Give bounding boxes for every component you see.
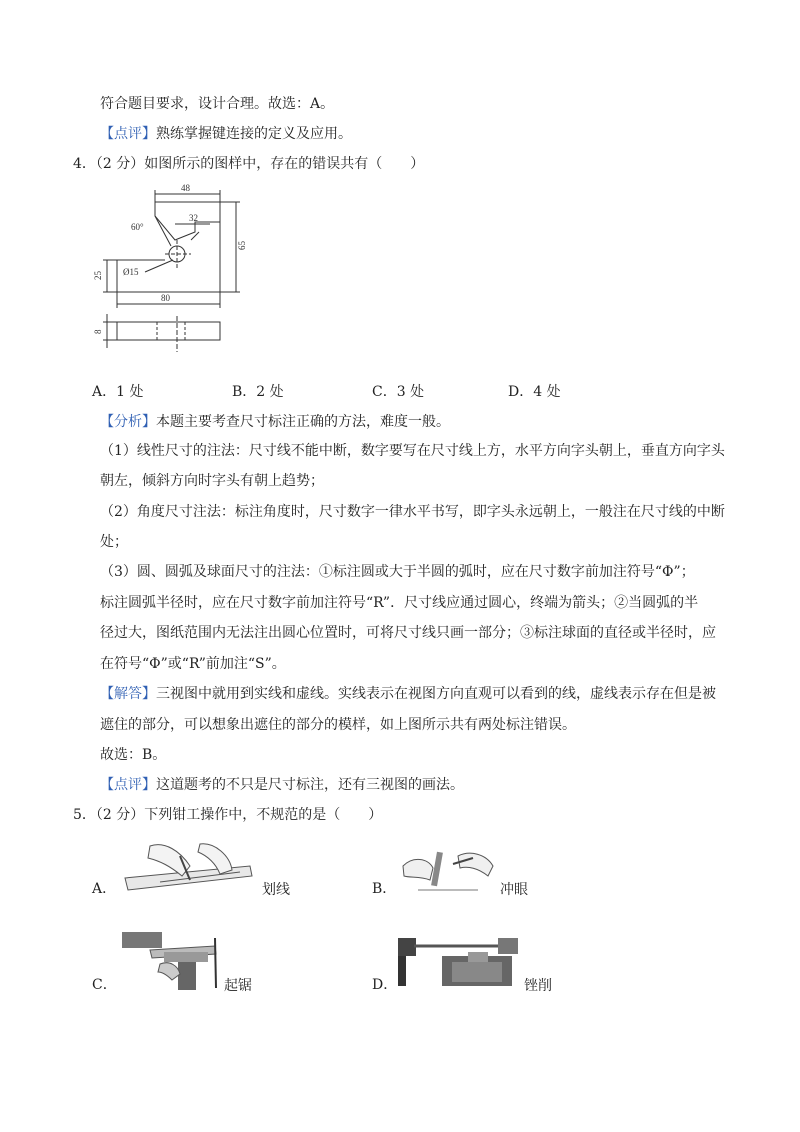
punching-photo (398, 846, 498, 898)
sawing-photo (120, 928, 222, 992)
dim-phi15: Ø15 (123, 267, 139, 277)
question-text: 下列钳工操作中，不规范的是（ ） (144, 807, 383, 823)
option-text: 1 处 (116, 384, 144, 400)
engineering-drawing (95, 180, 255, 360)
option-letter: B． (232, 384, 257, 400)
question-text: 如图所示的图样中，存在的错误共有（ ） (144, 156, 425, 172)
comment-line (100, 775, 464, 795)
marking-photo (120, 836, 255, 898)
question-score: （2 分） (95, 807, 145, 823)
answer-line: 故选：B。 (100, 747, 167, 763)
q5-option-c-letter[interactable]: C． (92, 977, 117, 993)
sawing-caption: 起锯 (224, 978, 252, 994)
question-number: 4． (73, 156, 96, 172)
analysis-p3-line1: （3）圆、圆弧及球面尺寸的注法：①标注圆或大于半圆的弧时，应在尺寸数字前加注符号“Φ”； (100, 564, 695, 580)
prev-comment (100, 124, 352, 144)
comment-text: 熟练掌握键连接的定义及应用。 (156, 126, 352, 142)
dim-80: 80 (161, 293, 170, 303)
analysis-p2-line1: （2）角度尺寸注法：标注角度时，尺寸数字一律水平书写，即字头永远朝上，一般注在尺寸线的中断 (100, 504, 725, 520)
dim-25: 25 (93, 271, 103, 280)
q5-option-b-letter[interactable]: B． (372, 881, 397, 897)
dim-65: 65 (237, 241, 247, 250)
option-text: 2 处 (256, 384, 284, 400)
option-text: 4 处 (533, 384, 561, 400)
dim-32: 32 (189, 213, 198, 223)
option-letter: C． (372, 384, 397, 400)
analysis-tag: 【分析】 (100, 414, 156, 430)
option-letter: D． (508, 384, 534, 400)
filing-photo (398, 932, 522, 994)
question-5-stem (73, 805, 382, 825)
option-letter: A． (92, 384, 117, 400)
comment-text: 这道题考的不只是尺寸标注，还有三视图的画法。 (156, 777, 464, 793)
option-d[interactable] (508, 382, 561, 402)
solution-line2: 遮住的部分，可以想象出遮住的部分的模样，如上图所示共有两处标注错误。 (100, 717, 576, 733)
solution-line1 (100, 684, 716, 704)
question-score: （2 分） (95, 156, 145, 172)
filing-caption: 锉削 (524, 978, 552, 994)
prev-conclusion: 符合题目要求，设计合理。故选：A。 (100, 96, 335, 112)
comment-tag: 【点评】 (100, 126, 156, 142)
question-4-stem (73, 154, 424, 174)
analysis-p3-line3: 径过大，图纸范围内无法注出圆心位置时，可将尺寸线只画一部分；③标注球面的直径或半径时，应 (100, 625, 716, 641)
solution-tag: 【解答】 (100, 686, 156, 702)
analysis-p1-line1: （1）线性尺寸的注法：尺寸线不能中断，数字要写在尺寸线上方，水平方向字头朝上，垂直方向字头 (100, 443, 725, 459)
analysis-text: 本题主要考查尺寸标注正确的方法，难度一般。 (156, 414, 450, 430)
analysis-p3-line4: 在符号“Φ”或“R”前加注“S”。 (100, 656, 286, 672)
dim-60-degree: 60° (131, 222, 144, 232)
option-b[interactable] (232, 382, 284, 402)
dim-48: 48 (181, 183, 190, 193)
comment-tag: 【点评】 (100, 777, 156, 793)
analysis-p2-line2: 处； (100, 534, 128, 550)
option-text: 3 处 (396, 384, 425, 400)
solution-text: 三视图中就用到实线和虚线。实线表示在视图方向直观可以看到的线，虚线表示存在但是被 (156, 686, 716, 702)
q5-option-a-letter[interactable]: A． (92, 881, 117, 897)
q5-option-d-letter[interactable]: D． (372, 977, 398, 993)
option-c[interactable] (372, 382, 424, 402)
analysis-p3-line2: 标注圆弧半径时，应在尺寸数字前加注符号“R”．尺寸线应通过圆心，终端为箭头；②当圆弧的半 (100, 595, 699, 611)
punching-caption: 冲眼 (500, 882, 528, 898)
analysis-p1-line2: 朝左，倾斜方向时字头有朝上趋势； (100, 473, 324, 489)
analysis-heading (100, 412, 450, 432)
question-number: 5． (73, 807, 96, 823)
dim-8: 8 (93, 329, 103, 334)
marking-caption: 划线 (262, 882, 290, 898)
option-a[interactable] (92, 382, 143, 402)
